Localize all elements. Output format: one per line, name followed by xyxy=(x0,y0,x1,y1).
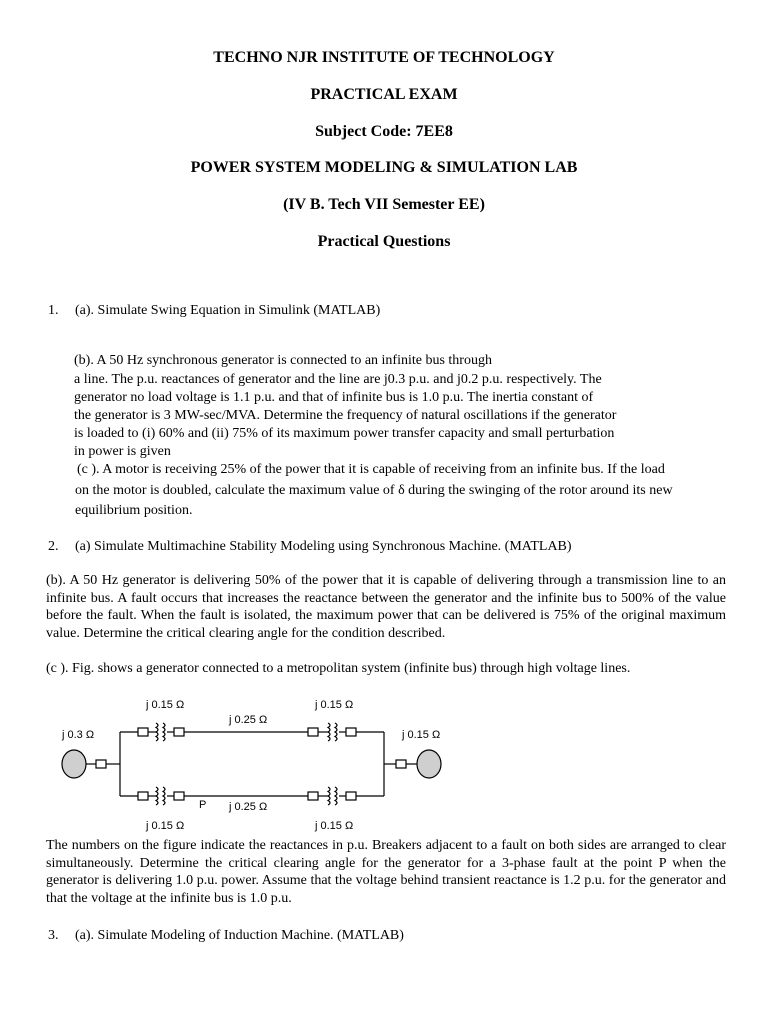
q2-number: 2. xyxy=(48,539,59,554)
transformer-icon xyxy=(156,723,158,741)
breaker-icon xyxy=(346,728,356,736)
q1-b-line: (b). A 50 Hz synchronous generator is connected to an infinite bus through xyxy=(74,353,492,368)
breaker-icon xyxy=(346,792,356,800)
subject-code: Subject Code: 7EE8 xyxy=(315,123,453,140)
breaker-icon xyxy=(396,760,406,768)
section-title: Practical Questions xyxy=(317,233,451,250)
q1-b-line: is loaded to (i) 60% and (ii) 75% of its maximum power transfer capacity and small perturbation xyxy=(74,426,615,441)
q1-b-line: the generator is 3 MW-sec/MVA. Determine the frequency of natural oscillations if the generator xyxy=(74,408,617,423)
breaker-icon xyxy=(138,792,148,800)
infinite-bus-icon xyxy=(417,750,441,778)
q3-number: 3. xyxy=(48,928,59,943)
generator-icon xyxy=(62,750,86,778)
breaker-icon xyxy=(308,728,318,736)
label-bottom-line: j 0.25 Ω xyxy=(229,801,268,813)
label-bottom-left-xfmr: j 0.15 Ω xyxy=(146,820,185,832)
breaker-icon xyxy=(174,792,184,800)
transformer-icon xyxy=(328,787,330,805)
q1-part-a: (a). Simulate Swing Equation in Simulink (MATLAB) xyxy=(75,303,381,318)
label-fault-point: P xyxy=(199,799,207,811)
breaker-icon xyxy=(308,792,318,800)
circuit-diagram xyxy=(0,690,768,840)
semester: (IV B. Tech VII Semester EE) xyxy=(283,196,485,213)
label-top-line: j 0.25 Ω xyxy=(229,714,268,726)
exam-title: PRACTICAL EXAM xyxy=(310,86,458,103)
breaker-icon xyxy=(174,728,184,736)
q2-part-b: (b). A 50 Hz generator is delivering 50% of the power that it is capable of delivering through a transmission line to an infinite bus. A fault occurs that increases the reactance between the generator and the infinite bus to 500% of the value before the fault. When the fault is isolated, the maximum power that can be delivered is 75% of the original maximum value. Determine the critical clearing angle for the condition described. xyxy=(46,573,726,641)
label-bus-reactance: j 0.15 Ω xyxy=(402,729,441,741)
q1-c-line: (c ). A motor is receiving 25% of the power that it is capable of receiving from an infinite bus. If the load xyxy=(77,462,665,477)
q1-b-line: a line. The p.u. reactances of generator and the line are j0.3 p.u. and j0.2 p.u. respectively. The xyxy=(74,372,602,387)
breaker-icon xyxy=(96,760,106,768)
lab-title: POWER SYSTEM MODELING & SIMULATION LAB xyxy=(190,159,578,176)
label-top-right-xfmr: j 0.15 Ω xyxy=(315,699,354,711)
label-top-left-xfmr: j 0.15 Ω xyxy=(146,699,185,711)
label-bottom-right-xfmr: j 0.15 Ω xyxy=(315,820,354,832)
q2-part-a: (a) Simulate Multimachine Stability Modeling using Synchronous Machine. (MATLAB) xyxy=(75,539,572,554)
q1-c-line: equilibrium position. xyxy=(75,503,193,518)
q1-number: 1. xyxy=(48,303,59,318)
transformer-icon xyxy=(156,787,158,805)
q3-part-a: (a). Simulate Modeling of Induction Machine. (MATLAB) xyxy=(75,928,404,943)
breaker-icon xyxy=(138,728,148,736)
institute-title: TECHNO NJR INSTITUTE OF TECHNOLOGY xyxy=(213,49,555,66)
q1-b-line: in power is given xyxy=(74,444,171,459)
q1-c-line: on the motor is doubled, calculate the maximum value of δ during the swinging of the rotor around its new xyxy=(75,483,673,498)
label-gen-reactance: j 0.3 Ω xyxy=(62,729,95,741)
q2-figure-question: The numbers on the figure indicate the reactances in p.u. Breakers adjacent to a fault on both sides are arranged to clear simultaneously. Determine the critical clearing angle for the generator for a 3-phase fault at the point P when the generator is delivering 1.0 p.u. power. Assume that the voltage behind transient reactance is 1.2 p.u. for the generator and that the voltage at the infinite bus is 1.0 p.u. xyxy=(46,838,726,906)
q2-part-c: (c ). Fig. shows a generator connected to a metropolitan system (infinite bus) through high voltage lines. xyxy=(46,661,631,676)
q1-b-line: generator no load voltage is 1.1 p.u. and that of infinite bus is 1.0 p.u. The inertia constant of xyxy=(74,390,594,405)
transformer-icon xyxy=(328,723,330,741)
